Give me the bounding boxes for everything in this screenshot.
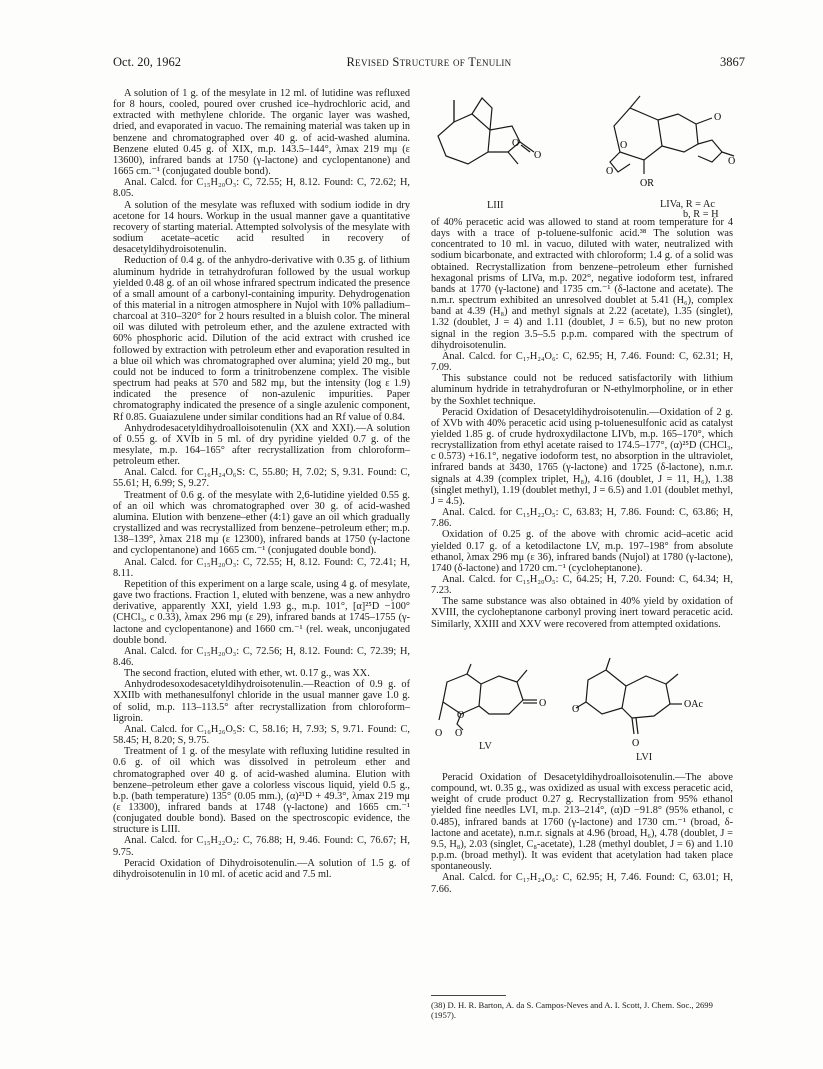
- atom-label: O: [620, 140, 628, 151]
- structure-liv: [600, 90, 740, 195]
- paragraph: Anal. Calcd. for C₁₅H₂₀O₃: C, 72.56; H, 8.12. Found: C, 72.39; H, 8.46.: [113, 645, 410, 668]
- paragraph: Anal. Calcd. for C₁₇H₂₄O₆: C, 62.95; H, 7.46. Found: C, 62.31; H, 7.09.: [431, 350, 733, 374]
- structure-lv: [433, 660, 558, 745]
- atom-label: O: [728, 156, 736, 167]
- paragraph: A solution of 1 g. of the mesylate in 12 ml. of lutidine was refluxed for 8 hours, cooled, poured over crushed ice–hydrochloric acid, and extracted with methylene chloride. The organic layer was washed, dried, and evaporated in vacuo. The remaining material was taken up in benzene and chromatographed over 40 g. of acid-washed alumina. Benzene eluted 0.45 g. of XIX, m.p. 143.5–144°, λmax 219 mμ (ε 13600), infrared bands at 1750 (γ-lactone) and cyclopentanone) and 1665 cm.⁻¹ (conjugated double bond).: [113, 88, 410, 178]
- structure-lvi: [570, 650, 720, 755]
- paragraph: Anal. Calcd. for C₁₅H₂₂O₅: C, 63.83; H, 7.86. Found: C, 63.86; H, 7.86.: [431, 507, 733, 530]
- liv-label-b: b, R = H: [683, 209, 719, 220]
- paragraph: Anhydrodesacetyldihydroalloisotenulin (XX and XXI).—A solution of 0.55 g. of XVIb in 5 ml. of dry pyridine yielded 0.7 g. of the mesylate, m.p. 164–165° after recrystallization from chloroform–petroleum ether.: [113, 422, 410, 468]
- atom-label: O: [572, 704, 580, 715]
- liv-label-a: LIVa, R = Ac: [660, 199, 715, 210]
- atom-label: O: [714, 112, 722, 123]
- paragraph: Anal. Calcd. for C₁₇H₂₄O₆: C, 62.95; H, 7.46. Found: C, 63.01; H, 7.66.: [431, 872, 733, 895]
- paragraph: This substance could not be reduced satisfactorily with lithium aluminum hydride in tetrahydrofuran or N-ethylmorpholine, or in ether by the Soxhlet technique.: [431, 373, 733, 407]
- paragraph: Reduction of 0.4 g. of the anhydro-derivative with 0.35 g. of lithium aluminum hydride in tetrahydrofuran followed by the usual workup yielded 0.48 g. of an oil whose infrared spectrum indicated the presence of a small amount of a carbonyl-containing impurity. Dehydrogenation of this material in a nitrogen atmosphere in Nujol with 10% palladium–charcoal at 310–320° for 2 hours resulted in a bluish color. The mineral oil was diluted with petroleum ether, and the azulene extracted with 60% phosphoric acid. Dilution of the acid extract with crushed ice followed by extraction with petroleum ether and evaporation resulted in a blue oil which was chromatographed over alumina; yield 20 mg., but could not be induced to form a trinitrobenzene complex. The visible spectrum had peaks at 570 and 582 mμ, but the intensity (log ε 1.9) indicated the presence of non-azulenic impurities. Paper chromatography indicated the presence of a single azulenic component, Rf 0.85. Guaiazulene under similar conditions had an Rf value of 0.84.: [113, 255, 410, 423]
- paragraph: Anal. Calcd. for C₁₅H₂₀O₃: C, 72.55; H, 8.12. Found: C, 72.41; H, 8.11.: [113, 556, 410, 579]
- right-column-top: [431, 217, 733, 630]
- footnote-rule: [431, 995, 506, 996]
- paragraph: The same substance was also obtained in 40% yield by oxidation of XVIII, the cycloheptanone carbonyl proving inert toward peracetic acid. Similarly, XXIII and XXV were recovered from attempted oxidations.: [431, 596, 733, 630]
- lvi-label: LVI: [636, 752, 653, 763]
- paragraph: Treatment of 1 g. of the mesylate with refluxing lutidine resulted in 0.6 g. of oil which was dissolved in petroleum ether and chromatographed over 40 g. of acid-washed alumina. Elution with benzene–petroleum ether gave a colorless viscous liquid, yield 0.5 g., b.p. (bath temperature) 135° (0.05 mm.), (α)²¹D + 49.3°, λmax 219 mμ (ε 13300), infrared bands at 1748 (γ-lactone) and 1665 cm.⁻¹ (conjugated double bond). Based on the spectroscopic evidence, the structure is LIII.: [113, 746, 410, 836]
- atom-label: O: [455, 728, 463, 739]
- atom-label: O: [539, 698, 547, 709]
- paragraph: Oxidation of 0.25 g. of the above with chromic acid–acetic acid yielded 0.17 g. of a ketodilactone LV, m.p. 197–198° from absolute ethanol, λmax 296 mμ (ε 36), infrared bands (Nujol) at 1780 (γ-lactone), 1740 (δ-lactone) and 1720 cm.⁻¹ (cycloheptanone).: [431, 529, 733, 574]
- left-column: [113, 88, 410, 880]
- right-column-bottom: [431, 772, 733, 895]
- paragraph: Peracid Oxidation of Desacetyldihydroalloisotenulin.—The above compound, wt. 0.35 g., was oxidized as usual with excess peracetic acid, weight of crude product 0.27 g. Recrystallization from 95% ethanol yielded fine needles LVI, m.p. 213–214°, (α)D −91.8° (95% ethanol, c 0.485), infrared bands at 1760 (γ-lactone) and 1730 cm.⁻¹ (broad, δ-lactone and acetate), n.m.r. signals at 4.96 (broad, H₆), 4.78 (doublet, J = 9.5, H₈), 2.03 (singlet, C₈-acetate), 1.28 (methyl doublet, J = 6) and 1.10 p.p.m. (broad methyl). It was evident that acetylation had taken place spontaneously.: [431, 772, 733, 873]
- atom-label: OAc: [684, 699, 703, 710]
- running-header: [113, 55, 745, 71]
- atom-label: OR: [640, 178, 654, 189]
- paragraph: Anhydrodesoxodesacetyldihydroisotenulin.—Reaction of 0.9 g. of XXIIb with methanesulfonyl chloride in the usual manner gave 1.0 g. of solid, m.p. 113–113.5° after recrystallization from chloroform–ligroin.: [113, 679, 410, 724]
- paragraph: Anal. Calcd. for C₁₅H₂₀O₃: C, 72.55; H, 8.12. Found: C, 72.62; H, 8.05.: [113, 177, 410, 200]
- paragraph: Anal. Calcd. for C₁₅H₂₀O₅: C, 64.25; H, 7.20. Found: C, 64.34; H, 7.23.: [431, 574, 733, 597]
- header-title: Revised Structure of Tenulin: [346, 55, 512, 69]
- liii-label: LIII: [487, 200, 504, 211]
- header-date: Oct. 20, 1962: [113, 55, 182, 69]
- paragraph: The second fraction, eluted with ether, wt. 0.17 g., was XX.: [124, 668, 370, 680]
- paragraph: Treatment of 0.6 g. of the mesylate with 2,6-lutidine yielded 0.55 g. of an oil which was chromatographed over 30 g. of acid-washed alumina. Elution with benzene–ether (4:1) gave an oil which gradually crystallized and was recrystallized from benzene–petroleum ether; m.p. 138–139°, λmax 218 mμ (ε 12300), infrared bands at 1750 (γ-lactone and cyclopentanone) and 1665 cm.⁻¹ (conjugated double bond).: [113, 489, 410, 557]
- atom-label: O: [606, 166, 614, 177]
- paragraph: Anal. Calcd. for C₁₆H₂₆O₅S: C, 58.16; H, 7.93; S, 9.71. Found: C, 58.45; H, 8.20; S, 9.75.: [113, 723, 410, 747]
- paragraph: Peracid Oxidation of Desacetyldihydroisotenulin.—Oxidation of 2 g. of XVb with 40% peracetic acid using p-toluenesulfonic acid as catalyst yielded 1.85 g. of crude hydroxydilactone LIVb, m.p. 165–170°, which recrystallization from ethyl acetate raised to 174.5–177°, (α)²⁵D (CHCl₃, c 0.573) +16.1°, negative iodoform test, no absorption in the ultraviolet, infrared bands at 3430, 1765 (γ-lactone) and 1725 (δ-lactone), n.m.r. signals at 4.39 (complex triplet, H₈), 4.16 (doublet, J = 11, H₆), 1.38 (singlet methyl), 1.19 (doublet methyl, J = 6.5) and 1.01 (doublet methyl, J = 4.5).: [431, 406, 733, 507]
- paragraph: A solution of the mesylate was refluxed with sodium iodide in dry acetone for 14 hours. Workup in the usual manner gave a quantitative recovery of starting material. Attempted solvolysis of the mesylate with sodium acetate–acetic acid resulted in recovery of desacetyldihydroisotenulin.: [113, 199, 410, 256]
- atom-label: O: [435, 728, 443, 739]
- lv-label: LV: [479, 741, 492, 752]
- paragraph: Anal. Calcd. for C₁₆H₂₄O₆S: C, 55.80; H, 7.02; S, 9.31. Found: C, 55.61; H, 6.99; S, 9.27.: [113, 467, 410, 490]
- paragraph: Anal. Calcd. for C₁₅H₂₂O₂: C, 76.88; H, 9.46. Found: C, 76.67; H, 9.75.: [113, 835, 410, 858]
- paragraph: of 40% peracetic acid was allowed to stand at room temperature for 4 days with a trace of p-toluene-sulfonic acid.³⁸ The solution was concentrated to 10 ml. in vacuo, diluted with water, neutralized with sodium bicarbonate, and extracted with chloroform; 1.4 g. of a solid was obtained. Recrystallization from benzene–petroleum ether furnished hexagonal prisms of LIVa, m.p. 202°, negative iodoform test, infrared bands at 1770 (γ-lactone) and 1735 cm.⁻¹ (δ-lactone and acetate). The n.m.r. spectrum exhibited an unresolved doublet at 5.41 (H₆), complex band at 4.39 (H₈) and methyl signals at 2.22 (acetate), 1.35 (singlet), 1.32 (doublet, J = 4) and 1.11 (doublet, J = 6.5), but no new proton signal in the region 3.5–5.5 p.p.m. compared with the spectrum of dihydroisotenulin.: [431, 217, 733, 351]
- atom-label: O: [632, 738, 640, 749]
- atom-label: O: [512, 138, 520, 149]
- atom-label: O: [534, 150, 542, 161]
- paragraph: Repetition of this experiment on a large scale, using 4 g. of mesylate, gave two fractions. Fraction 1, eluted with benzene, was a new anhydro derivative, apparently XXI, yield 1.93 g., m.p. 101°, [α]²⁵D −100° (CHCl₃, c 0.33), λmax 296 mμ (ε 29), infrared bands at 1745–1755 (γ-lactone and cyclopentanone) and 1660 cm.⁻¹ (rel. weak, unconjugated double bond.: [113, 578, 410, 646]
- page-number: 3867: [720, 55, 745, 69]
- footnote: (38) D. H. R. Barton, A. da S. Campos-Neves and A. I. Scott, J. Chem. Soc., 2699 (1957).: [431, 1000, 713, 1020]
- structure-liii: [432, 90, 562, 195]
- paragraph: Peracid Oxidation of Dihydroisotenulin.—A solution of 1.5 g. of dihydroisotenulin in 10 ml. of acetic acid and 7.5 ml.: [113, 857, 410, 880]
- atom-label: O: [457, 710, 465, 721]
